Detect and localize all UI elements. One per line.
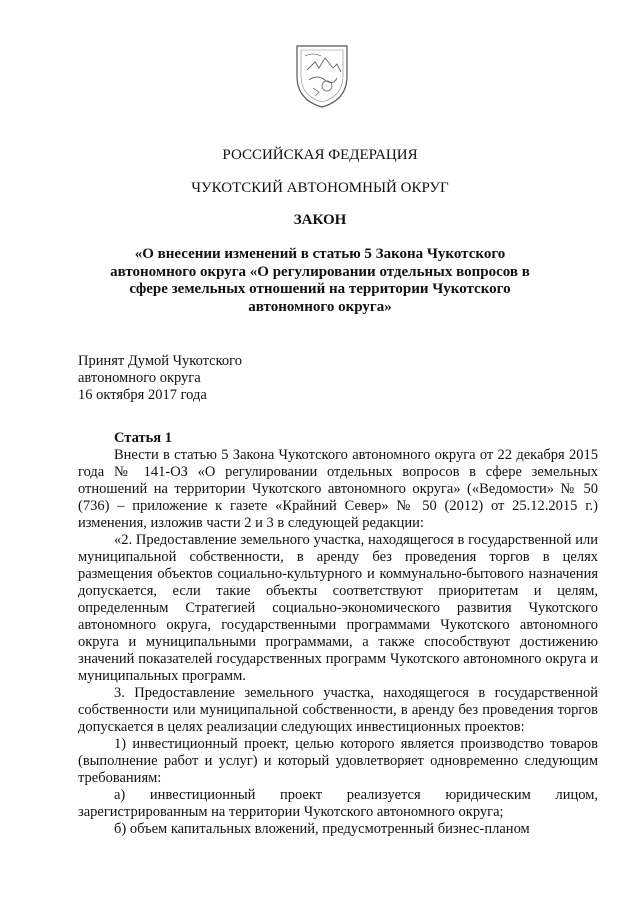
chukotka-coat-of-arms-icon — [293, 40, 351, 110]
article-paragraph: б) объем капитальных вложений, предусмотренный бизнес-планом — [114, 821, 530, 837]
adoption-line: автономного округа — [78, 370, 201, 386]
article-body — [78, 430, 598, 838]
country-name: РОССИЙСКАЯ ФЕДЕРАЦИЯ — [222, 147, 418, 163]
adoption-info — [78, 353, 242, 404]
law-title-line: «О внесении изменений в статью 5 Закона Чукотского — [134, 246, 506, 262]
article-paragraph: а) инвестиционный проект реализуется юридическим лицом, зарегистрированным на территории Чукотского автономного округа; — [78, 787, 598, 820]
law-title-line: сфере земельных отношений на территории Чукотского — [129, 281, 511, 297]
article-paragraph: 1) инвестиционный проект, целью которого является производство товаров (выполнение работ и услуг) и который удовлетворяет одновременно следующим требованиям: — [78, 736, 598, 786]
article-paragraph: 3. Предоставление земельного участка, находящегося в государственной собственности или муниципальной собственности, в аренду без проведения торгов допускается в целях реализации следующих инвестиционных проектов: — [78, 685, 598, 735]
law-title — [0, 246, 640, 316]
law-title-line: автономного округа «О регулировании отдельных вопросов в — [110, 263, 530, 280]
adoption-line: Принят Думой Чукотского — [78, 353, 243, 369]
law-title-line: автономного округа» — [248, 298, 392, 315]
region-name: ЧУКОТСКИЙ АВТОНОМНЫЙ ОКРУГ — [191, 180, 449, 196]
document-type: ЗАКОН — [293, 212, 347, 228]
adoption-date: 16 октября 2017 года — [78, 387, 207, 403]
article-paragraph: Внести в статью 5 Закона Чукотского автономного округа от 22 декабря 2015 года № 141-ОЗ «О регулировании отдельных вопросов в сфере земельных отношений на территории Чукотского автономного округа» («Ведомости» № 50 (736) – приложение к газете «Крайний Север» № 50 (2012) от 25.12.2015 г.) изменения, изложив части 2 и 3 в следующей редакции: — [78, 447, 598, 531]
article-paragraph: «2. Предоставление земельного участка, находящегося в государственной или муниципальной собственности, в аренду без проведения торгов в целях размещения объектов социально-культурного и коммунально-бытового назначения допускается, если такие объекты соответствуют приоритетам и целям, определенным Стратегией социально-экономического развития Чукотского автономного округа, государственными программами Чукотского автономного округа и муниципальными программами, а также способствуют достижению значений показателей государственных программ Чукотского автономного округа и муниципальных программ. — [78, 532, 598, 684]
article-heading: Статья 1 — [114, 430, 172, 446]
